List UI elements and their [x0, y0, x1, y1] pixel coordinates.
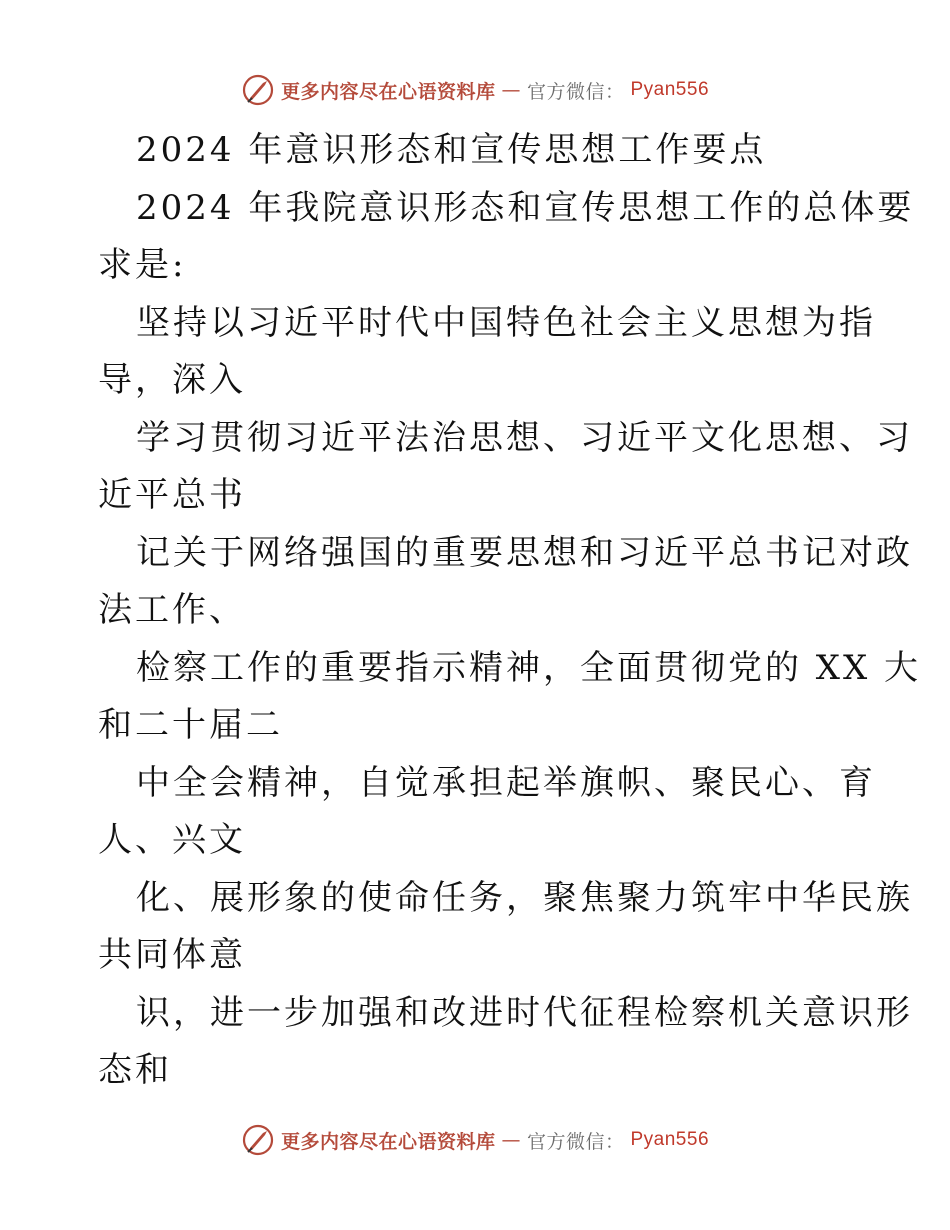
header-banner — [0, 70, 950, 110]
document-title: 2024 年意识形态和宣传思想工作要点 — [136, 130, 767, 170]
text-line: 近平总书 — [98, 475, 246, 515]
text-line: 求是: — [98, 245, 187, 285]
banner-dash: — — [501, 1129, 521, 1151]
text-line: 识，进一步加强和改进时代征程检察机关意识形 — [136, 992, 913, 1033]
banner-wechat-id: Pyan556 — [630, 79, 710, 100]
footer-banner — [0, 1120, 950, 1160]
banner-dash: — — [501, 79, 521, 101]
banner-wechat-id: Pyan556 — [630, 1129, 710, 1150]
text-line: 态和 — [98, 1050, 172, 1090]
text-line: 检察工作的重要指示精神，全面贯彻党的 XX 大 — [136, 647, 922, 688]
text-line: 导，深入 — [98, 360, 246, 400]
text-line: 和二十届二 — [98, 705, 283, 745]
text-line: 坚持以习近平时代中国特色社会主义思想为指 — [136, 302, 876, 343]
text-line: 法工作、 — [98, 590, 246, 630]
banner-wechat-label: 官方微信： — [526, 1130, 625, 1153]
document-body — [98, 122, 922, 1100]
banner-wechat-label: 官方微信： — [526, 80, 625, 103]
quill-pen-logo-icon — [241, 1123, 275, 1157]
banner-main-text: 更多内容尽在心语资料库 — [280, 80, 496, 103]
quill-pen-logo-icon — [241, 73, 275, 107]
text-line: 2024 年我院意识形态和宣传思想工作的总体要 — [136, 187, 915, 228]
text-line: 学习贯彻习近平法治思想、习近平文化思想、习 — [136, 417, 913, 458]
text-line: 记关于网络强国的重要思想和习近平总书记对政 — [136, 532, 913, 573]
text-line: 化、展形象的使命任务，聚焦聚力筑牢中华民族 — [136, 877, 913, 918]
text-line: 人、兴文 — [98, 820, 246, 860]
text-line: 中全会精神，自觉承担起举旗帜、聚民心、育 — [136, 762, 876, 803]
text-line: 共同体意 — [98, 935, 246, 975]
banner-main-text: 更多内容尽在心语资料库 — [280, 1130, 496, 1153]
